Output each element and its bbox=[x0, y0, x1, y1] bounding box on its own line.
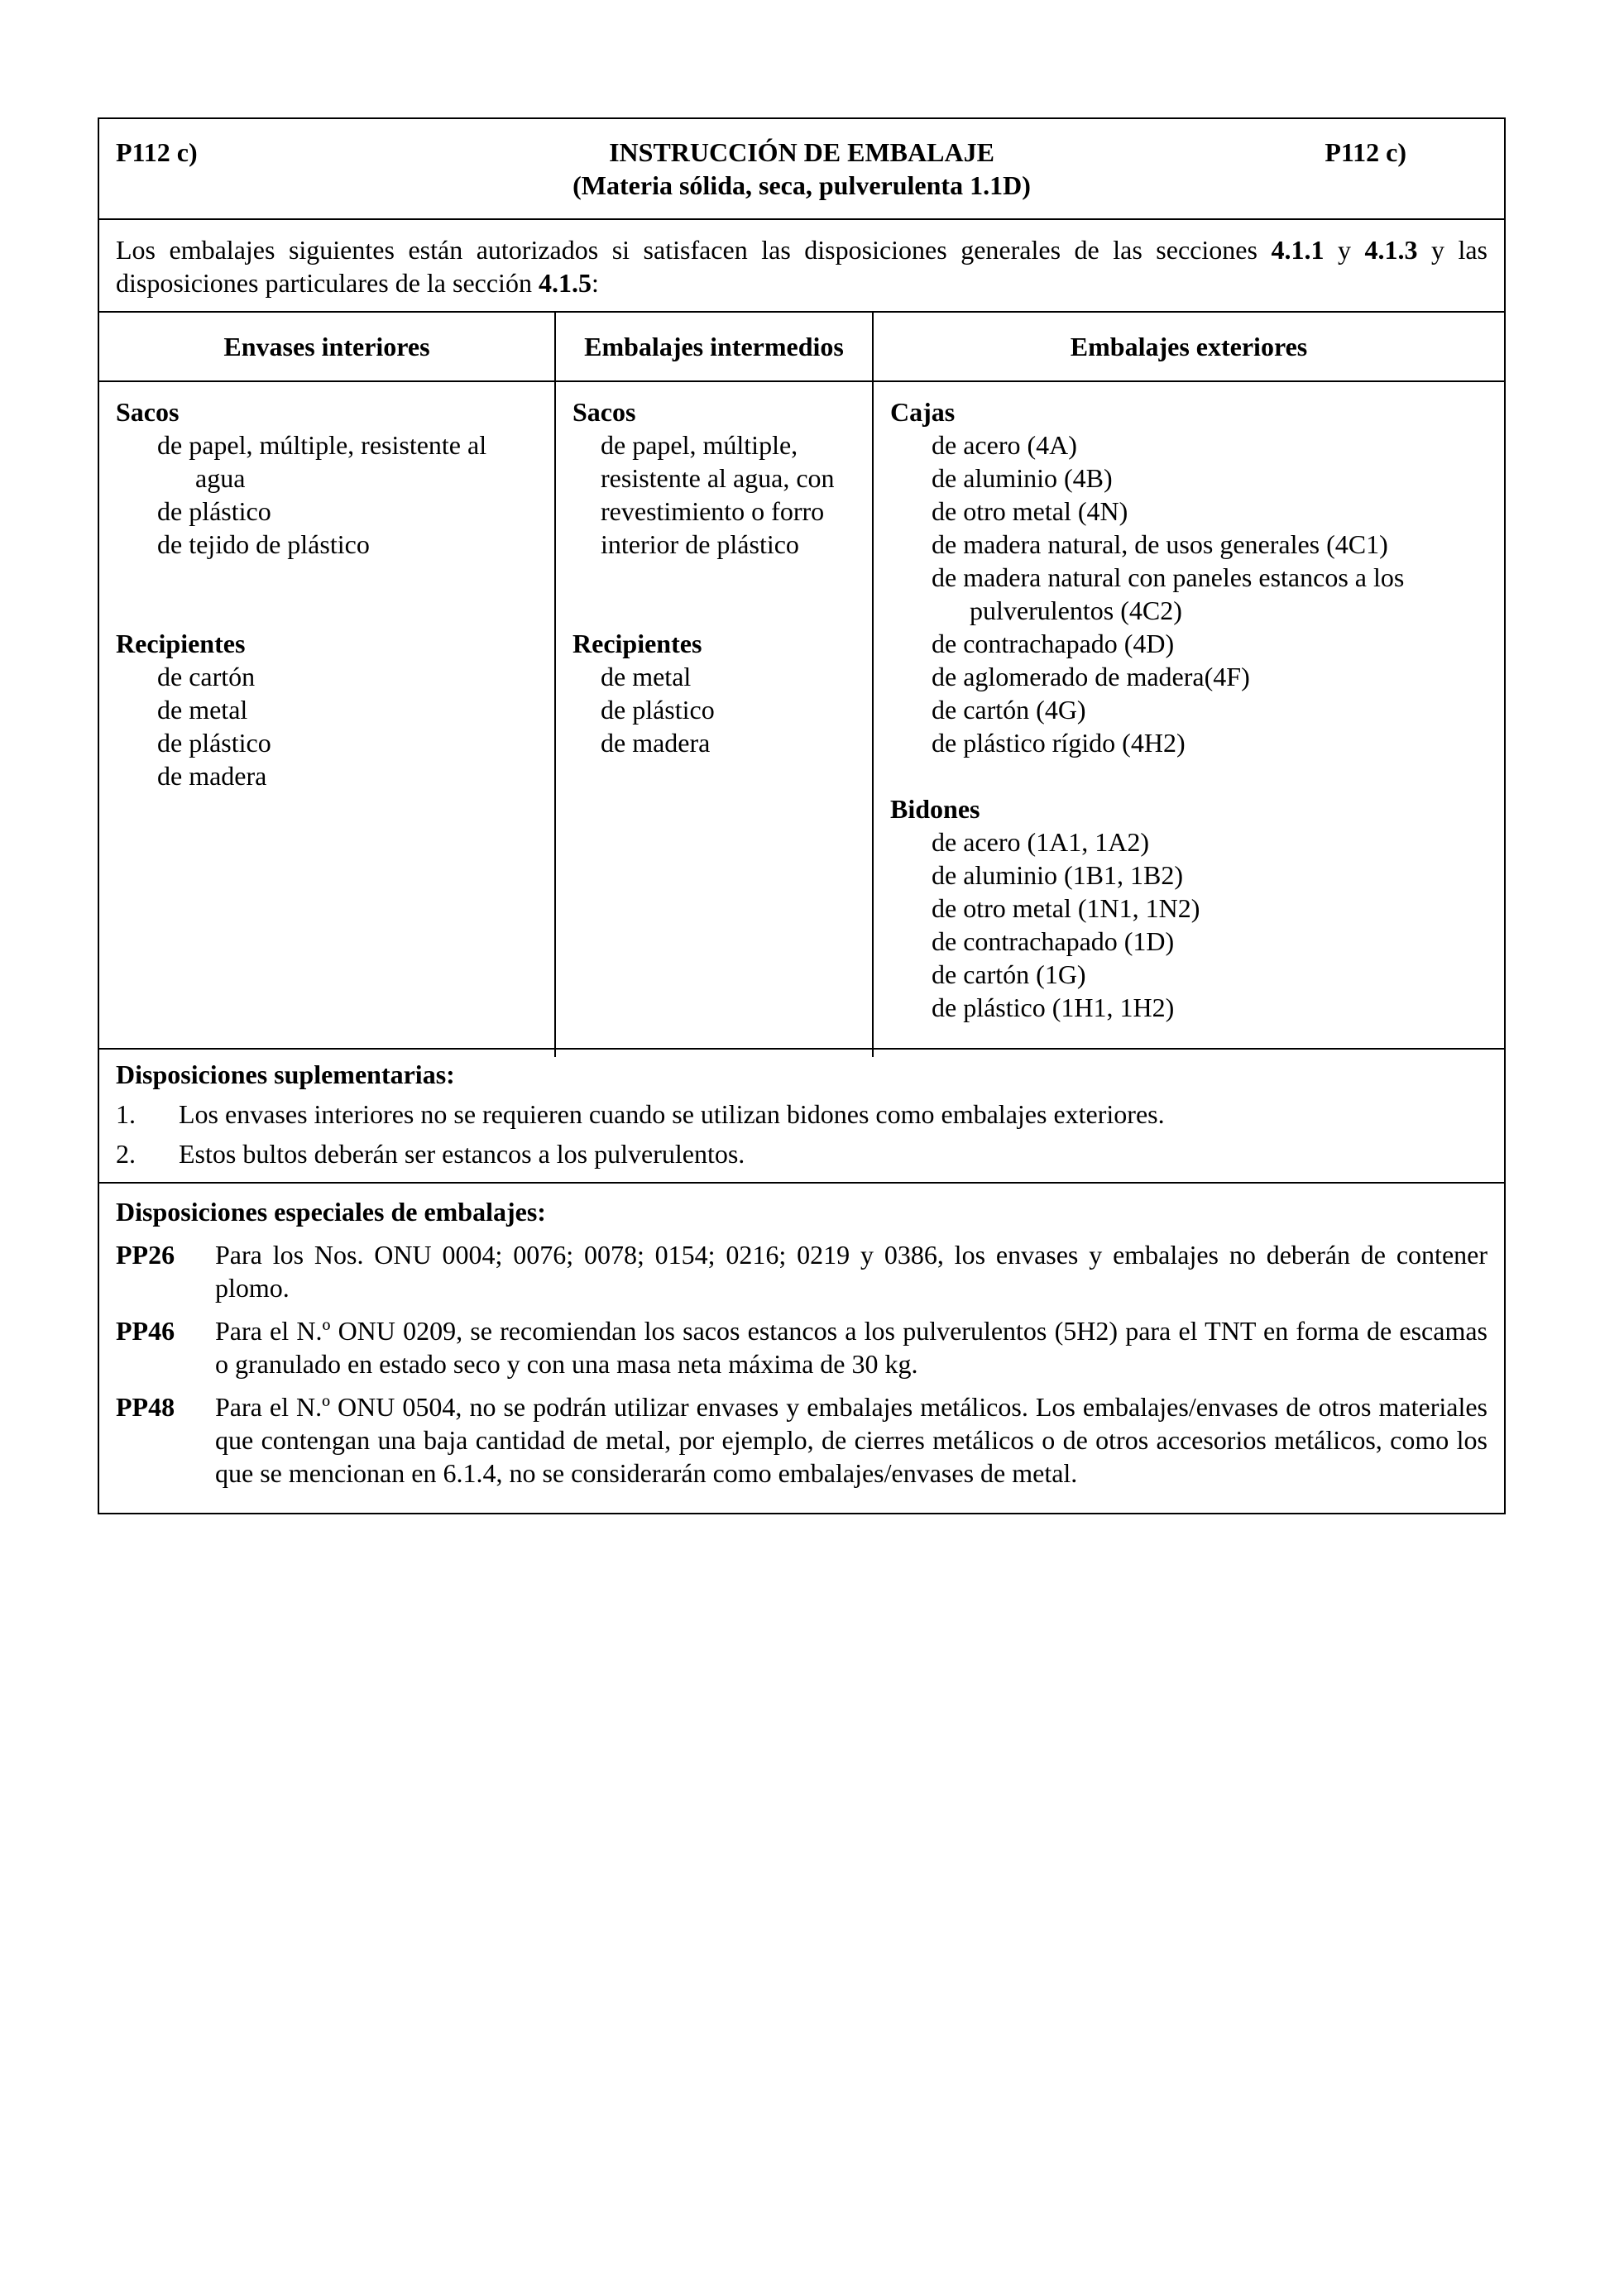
instruction-code-right: P112 c) bbox=[1325, 137, 1406, 167]
instruction-title-block bbox=[99, 136, 1504, 202]
list-item: de aglomerado de madera(4F) bbox=[932, 662, 1250, 691]
item-number: 1. bbox=[116, 1099, 136, 1129]
group-title: Recipientes bbox=[572, 629, 702, 658]
inner-group-recipientes bbox=[116, 627, 541, 792]
column-headings bbox=[99, 313, 1504, 382]
packing-instruction-table bbox=[98, 117, 1506, 1514]
special-provision-pp46 bbox=[116, 1314, 1487, 1380]
instruction-code-left: P112 c) bbox=[116, 137, 198, 167]
column-bodies bbox=[99, 382, 1504, 1050]
supplementary-item bbox=[116, 1098, 1487, 1131]
supplementary-item bbox=[116, 1137, 1487, 1170]
list-item: de contrachapado (1D) bbox=[932, 926, 1175, 956]
list-item: de papel, múltiple, resistente al agua, con revestimiento o forro interior de plástico bbox=[601, 430, 835, 559]
outer-group-bidones bbox=[890, 792, 1491, 1024]
section-ref: 4.1.5 bbox=[538, 268, 592, 298]
column-heading-intermediate: Embalajes intermedios bbox=[556, 313, 874, 380]
inner-group-sacos bbox=[116, 395, 541, 561]
group-title: Cajas bbox=[890, 397, 956, 427]
list-item: de plástico rígido (4H2) bbox=[932, 728, 1186, 758]
supplementary-title: Disposiciones suplementarias: bbox=[116, 1060, 455, 1089]
provision-text: Para los Nos. ONU 0004; 0076; 0078; 0154; 0216; 0219 y 0386, los envases y embalajes no deberán de contener plomo. bbox=[215, 1240, 1487, 1303]
list-item: de contrachapado (4D) bbox=[932, 629, 1175, 658]
intermediate-group-sacos bbox=[572, 395, 859, 561]
intermediate-packagings-column bbox=[556, 382, 874, 1057]
provision-code: PP46 bbox=[116, 1316, 175, 1346]
instruction-header bbox=[99, 119, 1504, 220]
intermediate-group-recipientes bbox=[572, 627, 859, 759]
group-title: Sacos bbox=[572, 397, 636, 427]
supplementary-provisions bbox=[99, 1050, 1504, 1184]
special-provision-pp48 bbox=[116, 1390, 1487, 1490]
list-item: de madera bbox=[157, 761, 267, 791]
special-packing-provisions bbox=[99, 1184, 1504, 1513]
item-text: Los envases interiores no se requieren cuando se utilizan bidones como embalajes exteriores. bbox=[179, 1099, 1165, 1129]
list-item: de tejido de plástico bbox=[157, 529, 370, 559]
list-item: de madera bbox=[601, 728, 711, 758]
list-item: de madera natural con paneles estancos a los pulverulentos (4C2) bbox=[932, 562, 1405, 625]
item-number: 2. bbox=[116, 1139, 136, 1169]
column-heading-inner: Envases interiores bbox=[99, 313, 556, 380]
list-item: de plástico (1H1, 1H2) bbox=[932, 993, 1175, 1022]
list-item: de acero (1A1, 1A2) bbox=[932, 827, 1149, 857]
list-item: de cartón (1G) bbox=[932, 959, 1086, 989]
item-text: Estos bultos deberán ser estancos a los pulverulentos. bbox=[179, 1139, 745, 1169]
intro-text: Los embalajes siguientes están autorizados si satisfacen las disposiciones generales de las secciones bbox=[116, 235, 1272, 265]
list-item: de otro metal (1N1, 1N2) bbox=[932, 893, 1200, 923]
section-ref: 4.1.3 bbox=[1364, 235, 1418, 265]
list-item: de aluminio (1B1, 1B2) bbox=[932, 860, 1183, 890]
inner-packagings-column bbox=[99, 382, 556, 1057]
provision-text: Para el N.º ONU 0504, no se podrán utilizar envases y embalajes metálicos. Los embalajes/envases de otros materiales que contengan una baja cantidad de metal, por ejemplo, de cierres metálicos o de otros accesorios metálicos, como los que se mencionan en 6.1.4, no se considerarán como embalajes/envases de metal. bbox=[215, 1392, 1487, 1488]
list-item: de madera natural, de usos generales (4C1) bbox=[932, 529, 1388, 559]
group-title: Sacos bbox=[116, 397, 180, 427]
list-item: de plástico bbox=[601, 695, 715, 725]
list-item: de otro metal (4N) bbox=[932, 496, 1128, 526]
special-provision-pp26 bbox=[116, 1238, 1487, 1304]
group-title: Recipientes bbox=[116, 629, 246, 658]
list-item: de aluminio (4B) bbox=[932, 463, 1113, 493]
provision-code: PP26 bbox=[116, 1240, 175, 1270]
list-item: de metal bbox=[157, 695, 248, 725]
outer-packagings-column bbox=[874, 382, 1504, 1057]
intro-text: y bbox=[1324, 235, 1365, 265]
special-title: Disposiciones especiales de embalajes: bbox=[116, 1197, 546, 1227]
section-ref: 4.1.1 bbox=[1271, 235, 1325, 265]
intro-paragraph bbox=[99, 220, 1504, 313]
group-title: Bidones bbox=[890, 794, 980, 824]
intro-text: : bbox=[591, 268, 599, 298]
instruction-subtitle: (Materia sólida, seca, pulverulenta 1.1D) bbox=[572, 170, 1031, 200]
intro-text: y las disposiciones particulares de la sección bbox=[116, 235, 1488, 298]
list-item: de papel, múltiple, resistente al agua bbox=[157, 430, 487, 493]
list-item: de cartón (4G) bbox=[932, 695, 1086, 725]
list-item: de metal bbox=[601, 662, 692, 691]
provision-code: PP48 bbox=[116, 1392, 175, 1422]
instruction-title: INSTRUCCIÓN DE EMBALAJE bbox=[609, 137, 994, 167]
outer-group-cajas bbox=[890, 395, 1491, 759]
list-item: de plástico bbox=[157, 496, 271, 526]
list-item: de cartón bbox=[157, 662, 256, 691]
list-item: de plástico bbox=[157, 728, 271, 758]
list-item: de acero (4A) bbox=[932, 430, 1077, 460]
provision-text: Para el N.º ONU 0209, se recomiendan los sacos estancos a los pulverulentos (5H2) para el TNT en forma de escamas o granulado en estado seco y con una masa neta máxima de 30 kg. bbox=[215, 1316, 1487, 1379]
column-heading-outer: Embalajes exteriores bbox=[1070, 332, 1308, 361]
